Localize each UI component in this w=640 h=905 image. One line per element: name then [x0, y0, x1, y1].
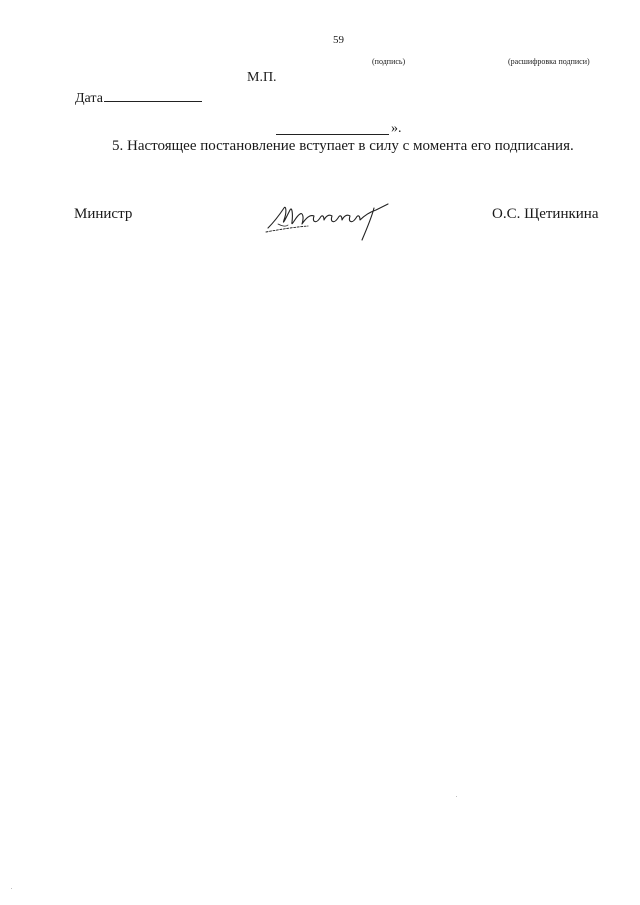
blank-line [276, 120, 389, 135]
signature-decode-caption: (расшифровка подписи) [508, 57, 590, 66]
date-blank-line [104, 89, 202, 102]
handwritten-signature [262, 196, 392, 242]
seal-label: М.П. [247, 70, 277, 85]
signer-name: О.С. Щетинкина [492, 206, 599, 222]
scan-speck [11, 888, 12, 889]
clause-text: 5. Настоящее постановление вступает в силу с момента его подписания. [112, 138, 574, 154]
page-number: 59 [333, 34, 344, 46]
signer-title: Министр [74, 206, 133, 222]
date-row [75, 89, 202, 107]
signature-caption: (подпись) [372, 57, 406, 66]
closing-quote: ». [391, 121, 402, 136]
date-label: Дата [75, 91, 103, 106]
scan-speck [456, 796, 457, 797]
